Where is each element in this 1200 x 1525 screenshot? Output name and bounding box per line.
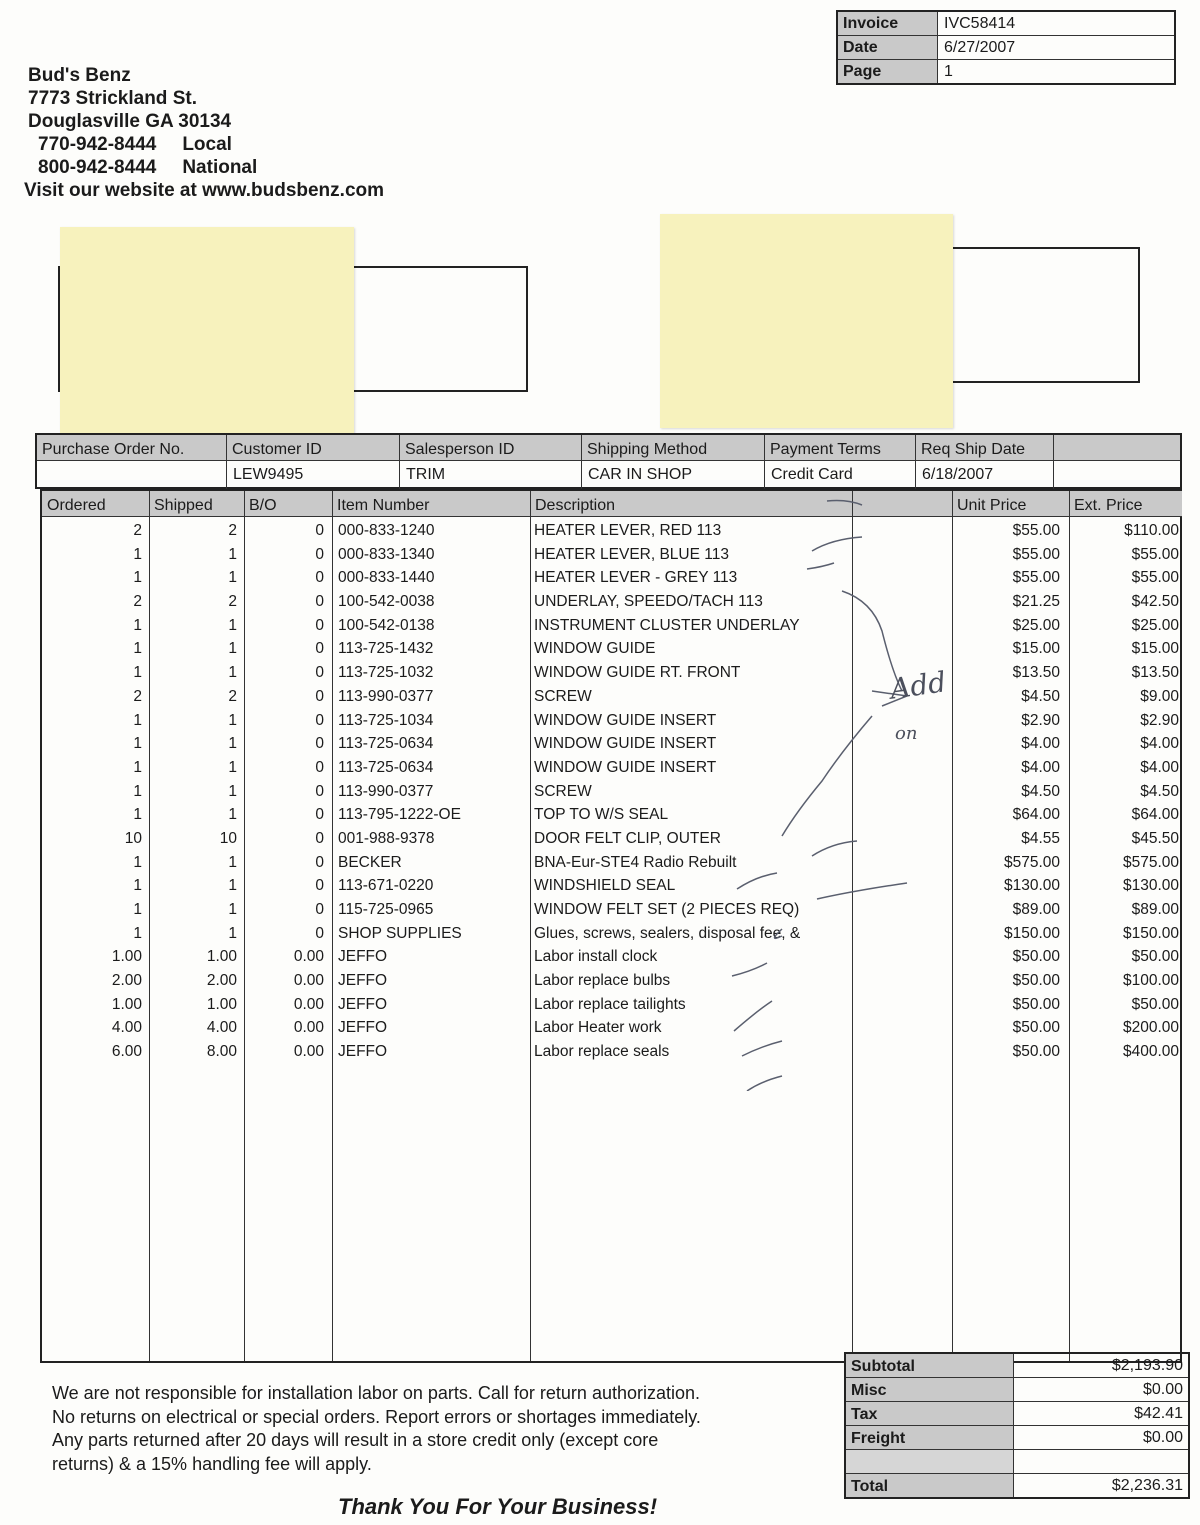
unit-price: $55.00 [1012, 569, 1060, 587]
invoice-number-row [838, 12, 1174, 36]
ext-price: $15.00 [1131, 640, 1179, 658]
purchase-order-label: Purchase Order No. [37, 435, 226, 461]
item-description: UNDERLAY, SPEEDO/TACH 113 [534, 593, 763, 611]
customer-id-cell [227, 435, 400, 489]
phone-national-label: National [182, 157, 258, 178]
item-number: JEFFO [338, 1019, 388, 1037]
ext-price: $89.00 [1131, 901, 1179, 918]
totals-value: $42.41 [1134, 1405, 1183, 1422]
ext-price: $575.00 [1122, 853, 1179, 871]
qty-ordered: 4.00 [111, 1019, 142, 1037]
qty-ordered: 1.00 [111, 995, 142, 1013]
table-row [42, 922, 1180, 946]
unit-price: $64.00 [1012, 806, 1060, 824]
ext-price: $150.00 [1122, 924, 1179, 942]
qty-ordered: 1 [133, 806, 142, 824]
qty-backorder: 0.00 [293, 972, 324, 990]
sticky-note-left [60, 227, 354, 445]
item-description: WINDOW FELT SET (2 PIECES REQ) [534, 901, 800, 918]
company-city: Douglasville GA 30134 [28, 111, 232, 132]
salesperson-value: TRIM [406, 466, 446, 483]
unit-price: $130.00 [1003, 877, 1060, 895]
invoice-date: 6/27/2007 [944, 39, 1016, 56]
qty-shipped: 1 [228, 901, 237, 918]
qty-backorder: 0 [315, 664, 324, 682]
qty-backorder: 0 [315, 782, 324, 800]
qty-shipped: 1 [228, 853, 237, 871]
ext-price: $55.00 [1131, 569, 1179, 587]
item-number: 001-988-9378 [338, 829, 435, 847]
table-row [42, 874, 1180, 898]
unit-price: $575.00 [1003, 853, 1060, 871]
qty-shipped: 1 [228, 545, 237, 563]
qty-shipped: 1 [228, 806, 237, 824]
page-label: Page [838, 60, 938, 83]
table-row [42, 590, 1180, 614]
qty-ordered: 2.00 [111, 972, 142, 990]
unit-price: $15.00 [1012, 640, 1060, 658]
qty-shipped: 2.00 [206, 972, 237, 990]
qty-backorder: 0.00 [293, 995, 324, 1013]
qty-shipped: 1 [228, 664, 237, 682]
item-number: 113-990-0377 [338, 782, 434, 800]
company-website: Visit our website at www.budsbenz.com [24, 180, 385, 201]
qty-backorder: 0 [315, 640, 324, 658]
ext-price: $50.00 [1131, 948, 1179, 966]
shipping-method-value: CAR IN SHOP [588, 466, 693, 483]
qty-ordered: 1 [133, 735, 142, 753]
ext-price: $200.00 [1122, 1019, 1179, 1037]
qty-shipped: 1 [228, 877, 237, 895]
ext-price: $64.00 [1131, 806, 1179, 824]
qty-shipped: 2 [228, 593, 237, 611]
item-description: DOOR FELT CLIP, OUTER [534, 829, 721, 847]
handwritten-on: on [895, 723, 918, 744]
table-row [42, 661, 1180, 685]
ext-price: $13.50 [1131, 664, 1179, 682]
qty-ordered: 1 [133, 545, 142, 563]
qty-ordered: 2 [133, 687, 142, 705]
qty-backorder: 0 [315, 687, 324, 705]
table-row [42, 543, 1180, 567]
totals-row [846, 1378, 1188, 1402]
item-number: 115-725-0965 [338, 901, 434, 918]
qty-backorder: 0 [315, 901, 324, 918]
totals-label [846, 1450, 1014, 1473]
qty-backorder: 0 [315, 735, 324, 753]
item-number: SHOP SUPPLIES [338, 924, 462, 942]
item-number: BECKER [338, 853, 402, 871]
customer-id-label: Customer ID [227, 435, 399, 461]
purchase-order-cell [37, 435, 227, 489]
customer-id-value: LEW9495 [233, 466, 304, 483]
unit-price: $50.00 [1012, 948, 1060, 966]
item-number: 113-725-0634 [338, 758, 434, 776]
unit-price: $55.00 [1012, 522, 1060, 539]
qty-backorder: 0 [315, 569, 324, 587]
return-policy-note: We are not responsible for installation labor on parts. Call for return authorization. No returns on electrical or special orders. Report errors or shortages immediately. Any parts returned after 20 days will result in a store credit only (except core returns) & a 15% handling fee will apply. [52, 1383, 701, 1474]
shipping-method-label: Shipping Method [582, 435, 764, 461]
qty-shipped: 1 [228, 711, 237, 729]
col-ordered: Ordered [42, 491, 149, 517]
item-description: Glues, screws, sealers, disposal fee, & [534, 924, 801, 942]
totals-label: Subtotal [846, 1354, 1014, 1377]
item-number: 113-795-1222-OE [338, 806, 461, 824]
item-number: 113-990-0377 [338, 687, 434, 705]
totals-row [846, 1474, 1188, 1497]
col-description: Description [530, 491, 852, 517]
item-description: WINDOW GUIDE [534, 640, 656, 658]
qty-shipped: 2 [228, 687, 237, 705]
ext-price: $9.00 [1140, 687, 1179, 705]
invoice-label: Invoice [838, 12, 938, 35]
item-number: JEFFO [338, 972, 388, 990]
invoice-page-row [838, 60, 1174, 83]
item-description: Labor replace bulbs [534, 972, 671, 990]
handwritten-marks [722, 491, 962, 1091]
totals-label: Total [846, 1474, 1014, 1497]
ext-price: $25.00 [1131, 616, 1179, 634]
item-description: WINDSHIELD SEAL [534, 877, 676, 895]
company-street: 7773 Strickland St. [28, 88, 197, 109]
item-number: 113-725-0634 [338, 735, 434, 753]
table-row [42, 827, 1180, 851]
phone-national: 800-942-8444 [38, 157, 157, 178]
qty-ordered: 1 [133, 853, 142, 871]
qty-backorder: 0 [315, 758, 324, 776]
item-number: 113-725-1034 [338, 711, 434, 729]
ext-price: $50.00 [1131, 995, 1179, 1013]
totals-value: $0.00 [1142, 1381, 1183, 1398]
unit-price: $50.00 [1012, 1043, 1060, 1061]
unit-price: $4.50 [1021, 687, 1060, 705]
invoice-meta-box [836, 10, 1176, 85]
item-number: 000-833-1440 [338, 569, 435, 587]
item-description: HEATER LEVER, BLUE 113 [534, 545, 729, 563]
phone-local-label: Local [182, 134, 232, 155]
ext-price: $400.00 [1122, 1043, 1179, 1061]
item-description: SCREW [534, 782, 592, 800]
item-description: Labor Heater work [534, 1019, 662, 1037]
unit-price: $55.00 [1012, 545, 1060, 563]
payment-terms-label: Payment Terms [765, 435, 915, 461]
qty-shipped: 1 [228, 640, 237, 658]
ext-price: $4.00 [1140, 735, 1179, 753]
line-items-body [42, 519, 1180, 1064]
qty-backorder: 0.00 [293, 1043, 324, 1061]
item-description: TOP TO W/S SEAL [534, 806, 669, 824]
qty-ordered: 1 [133, 616, 142, 634]
qty-ordered: 2 [133, 593, 142, 611]
qty-ordered: 1 [133, 640, 142, 658]
qty-backorder: 0 [315, 593, 324, 611]
col-item-number: Item Number [332, 491, 530, 517]
qty-shipped: 1 [228, 569, 237, 587]
table-row [42, 780, 1180, 804]
qty-backorder: 0 [315, 829, 324, 847]
unit-price: $21.25 [1012, 593, 1060, 611]
qty-backorder: 0.00 [293, 1019, 324, 1037]
unit-price: $13.50 [1012, 664, 1060, 682]
item-number: 000-833-1240 [338, 522, 435, 539]
qty-ordered: 1 [133, 758, 142, 776]
invoice-date-row [838, 36, 1174, 60]
unit-price: $4.55 [1021, 829, 1060, 847]
qty-shipped: 10 [219, 829, 237, 847]
qty-shipped: 1.00 [206, 995, 237, 1013]
totals-label: Tax [846, 1402, 1014, 1425]
totals-label: Freight [846, 1426, 1014, 1449]
table-row [42, 945, 1180, 969]
req-ship-date-value: 6/18/2007 [922, 466, 994, 483]
unit-price: $50.00 [1012, 1019, 1060, 1037]
qty-ordered: 1 [133, 711, 142, 729]
totals-value: $0.00 [1142, 1429, 1183, 1446]
req-ship-date-cell [916, 435, 1054, 489]
qty-backorder: 0 [315, 853, 324, 871]
totals-row [846, 1426, 1188, 1450]
unit-price: $2.90 [1021, 711, 1060, 729]
item-description: WINDOW GUIDE INSERT [534, 711, 717, 729]
order-header-grid [35, 433, 1182, 489]
totals-row [846, 1450, 1188, 1474]
qty-backorder: 0 [315, 545, 324, 563]
item-description: BNA-Eur-STE4 Radio Rebuilt [534, 853, 737, 871]
item-description: WINDOW GUIDE RT. FRONT [534, 664, 741, 682]
table-row [42, 566, 1180, 590]
totals-label: Misc [846, 1378, 1014, 1401]
item-description: Labor install clock [534, 948, 658, 966]
purchase-order-value [37, 462, 226, 488]
col-ext-price: Ext. Price [1069, 491, 1182, 517]
ext-price: $100.00 [1122, 972, 1179, 990]
unit-price: $50.00 [1012, 995, 1060, 1013]
qty-backorder: 0 [315, 877, 324, 895]
item-number: JEFFO [338, 948, 388, 966]
qty-shipped: 4.00 [206, 1019, 237, 1037]
qty-backorder: 0 [315, 924, 324, 942]
item-description: INSTRUMENT CLUSTER UNDERLAY [534, 616, 800, 634]
totals-row [846, 1354, 1188, 1378]
ext-price: $130.00 [1122, 877, 1179, 895]
qty-shipped: 1 [228, 782, 237, 800]
qty-backorder: 0 [315, 616, 324, 634]
table-row [42, 519, 1180, 543]
phone-national-line [28, 156, 384, 179]
ext-price: $42.50 [1131, 593, 1179, 611]
qty-backorder: 0 [315, 711, 324, 729]
unit-price: $4.00 [1021, 758, 1060, 776]
item-description: Labor replace seals [534, 1043, 670, 1061]
table-row [42, 1016, 1180, 1040]
qty-shipped: 1 [228, 758, 237, 776]
qty-ordered: 1 [133, 924, 142, 942]
table-row [42, 614, 1180, 638]
totals-box [844, 1352, 1190, 1499]
ext-price: $2.90 [1140, 711, 1179, 729]
date-label: Date [838, 36, 938, 59]
item-description: HEATER LEVER, RED 113 [534, 522, 722, 539]
item-number: 000-833-1340 [338, 545, 435, 563]
unit-price: $4.50 [1021, 782, 1060, 800]
item-description: WINDOW GUIDE INSERT [534, 758, 717, 776]
page-number: 1 [944, 63, 953, 80]
shipping-method-cell [582, 435, 765, 489]
col-shipped: Shipped [149, 491, 244, 517]
table-row [42, 685, 1180, 709]
line-items-table [40, 489, 1182, 1363]
thank-you-message: Thank You For Your Business! [338, 1494, 658, 1519]
phone-local-line [28, 133, 384, 156]
qty-ordered: 1.00 [111, 948, 142, 966]
payment-terms-value: Credit Card [771, 466, 853, 483]
ext-price: $4.00 [1140, 758, 1179, 776]
qty-ordered: 1 [133, 782, 142, 800]
req-ship-date-label: Req Ship Date [916, 435, 1053, 461]
invoice-number: IVC58414 [944, 15, 1016, 32]
item-description: Labor replace tailights [534, 995, 686, 1013]
item-number: 113-725-1032 [338, 664, 434, 682]
unit-price: $89.00 [1012, 901, 1060, 918]
item-description: SCREW [534, 687, 592, 705]
ext-price: $55.00 [1131, 545, 1179, 563]
qty-ordered: 10 [124, 829, 142, 847]
handwritten-add: Add [887, 665, 949, 706]
qty-ordered: 1 [133, 664, 142, 682]
qty-shipped: 1.00 [206, 948, 237, 966]
col-backorder: B/O [244, 491, 332, 517]
blank-header-cell [1054, 435, 1180, 489]
qty-shipped: 1 [228, 616, 237, 634]
ext-price: $45.50 [1131, 829, 1179, 847]
company-block [24, 64, 385, 202]
qty-shipped: 8.00 [206, 1043, 237, 1061]
qty-shipped: 1 [228, 735, 237, 753]
unit-price: $150.00 [1003, 924, 1060, 942]
totals-value [1014, 1450, 1188, 1473]
company-name: Bud's Benz [28, 65, 131, 86]
item-description: HEATER LEVER - GREY 113 [534, 569, 738, 587]
qty-backorder: 0 [315, 522, 324, 539]
table-row [42, 637, 1180, 661]
item-number: JEFFO [338, 995, 388, 1013]
salesperson-label: Salesperson ID [400, 435, 581, 461]
qty-backorder: 0.00 [293, 948, 324, 966]
salesperson-cell [400, 435, 582, 489]
qty-ordered: 1 [133, 877, 142, 895]
payment-terms-cell [765, 435, 916, 489]
table-row [42, 756, 1180, 780]
table-row [42, 803, 1180, 827]
table-row [42, 1040, 1180, 1064]
qty-ordered: 2 [133, 522, 142, 539]
totals-value: $2,193.90 [1111, 1357, 1183, 1374]
totals-value: $2,236.31 [1111, 1477, 1183, 1494]
table-row [42, 969, 1180, 993]
table-row [42, 898, 1180, 922]
table-row [42, 851, 1180, 875]
item-number: 113-725-1432 [338, 640, 434, 658]
qty-ordered: 1 [133, 569, 142, 587]
item-number: 113-671-0220 [338, 877, 434, 895]
table-row [42, 709, 1180, 733]
table-row [42, 732, 1180, 756]
item-description: WINDOW GUIDE INSERT [534, 735, 717, 753]
unit-price: $25.00 [1012, 616, 1060, 634]
phone-local: 770-942-8444 [38, 134, 157, 155]
totals-row [846, 1402, 1188, 1426]
table-row [42, 993, 1180, 1017]
item-number: 100-542-0038 [338, 593, 435, 611]
item-number: JEFFO [338, 1043, 388, 1061]
ext-price: $4.50 [1140, 782, 1179, 800]
item-number: 100-542-0138 [338, 616, 435, 634]
unit-price: $4.00 [1021, 735, 1060, 753]
qty-ordered: 6.00 [111, 1043, 142, 1061]
qty-shipped: 2 [228, 522, 237, 539]
qty-ordered: 1 [133, 901, 142, 918]
unit-price: $50.00 [1012, 972, 1060, 990]
sticky-note-right [660, 214, 953, 428]
qty-backorder: 0 [315, 806, 324, 824]
col-unit-price: Unit Price [952, 491, 1069, 517]
blank-header-label [1054, 435, 1180, 461]
ext-price: $110.00 [1124, 522, 1179, 539]
qty-shipped: 1 [228, 924, 237, 942]
